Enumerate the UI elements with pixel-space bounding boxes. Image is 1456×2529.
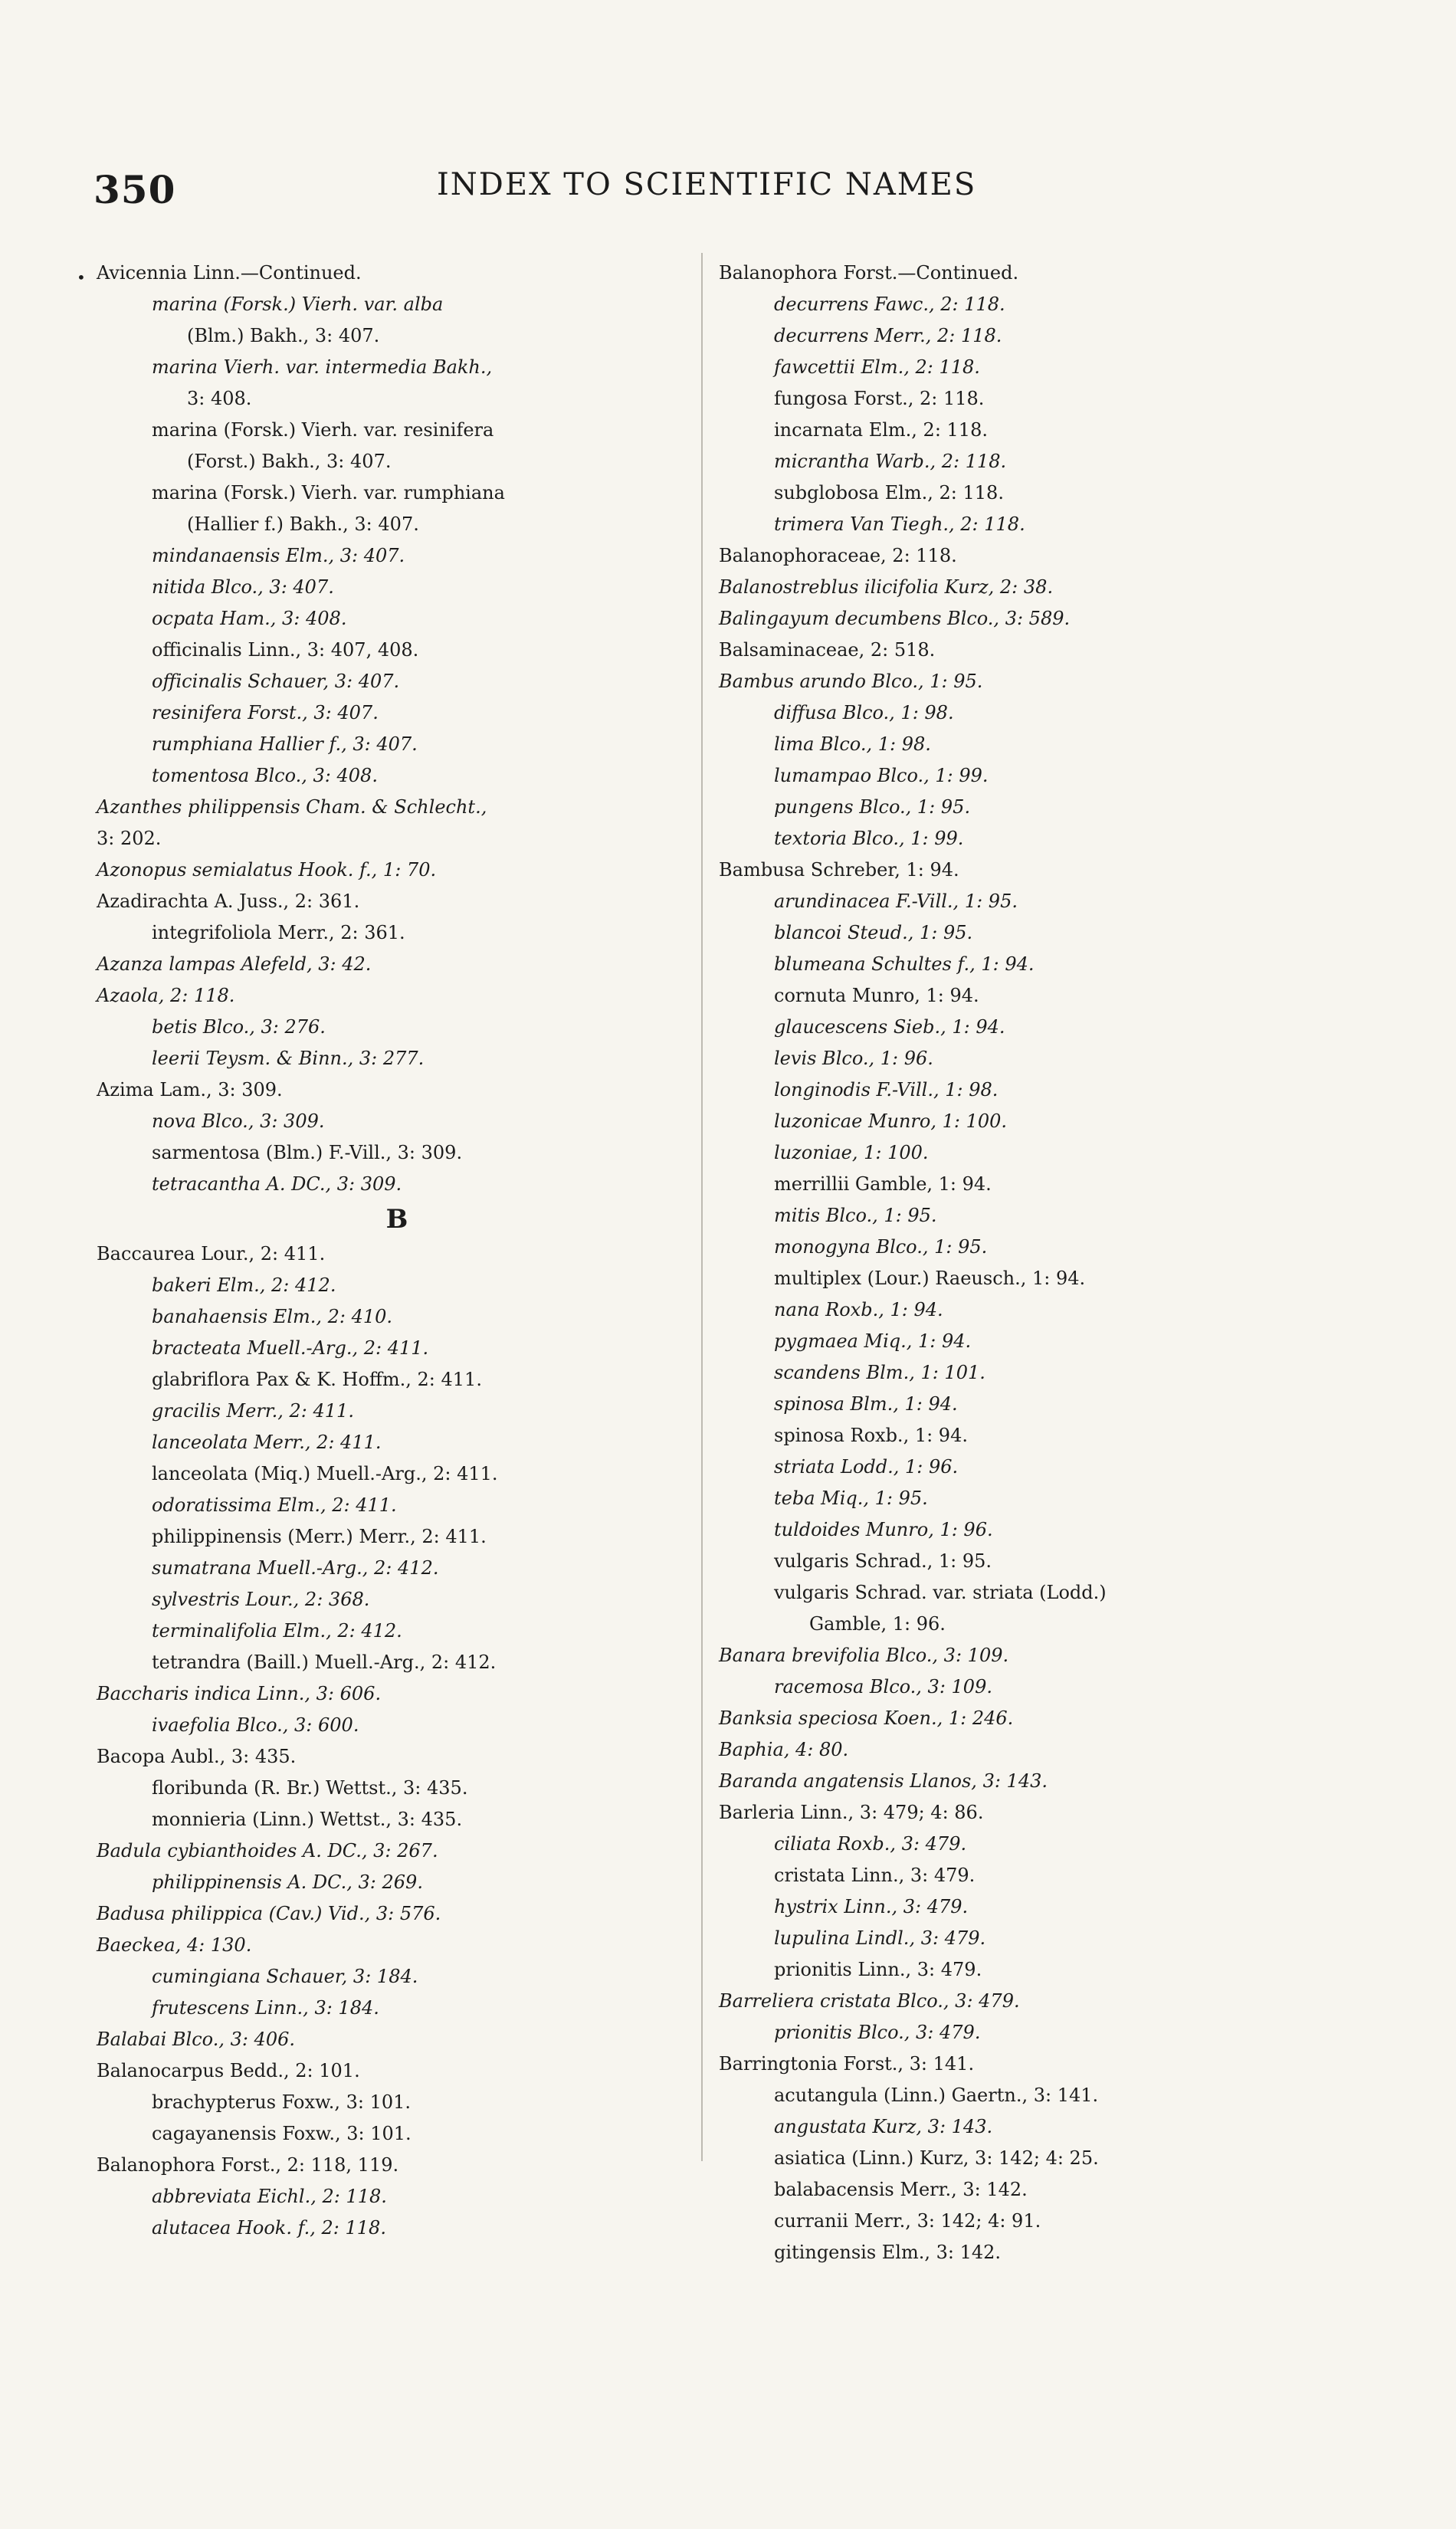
- index-continuation: (Blm.) Bakh., 3: 407.: [187, 325, 380, 346]
- index-subentry: racemosa Blco., 3: 109.: [774, 1676, 992, 1697]
- index-subentry: prionitis Blco., 3: 479.: [774, 2022, 981, 2043]
- index-subentry: brachypterus Foxw., 3: 101.: [152, 2091, 412, 2113]
- index-continuation: Gamble, 1: 96.: [809, 1613, 946, 1635]
- index-subentry: trimera Van Tiegh., 2: 118.: [774, 513, 1025, 535]
- index-subentry: tomentosa Blco., 3: 408.: [152, 765, 378, 786]
- index-entry: Badula cybianthoides A. DC., 3: 267.: [97, 1840, 438, 1861]
- index-entry: 3: 202.: [97, 828, 162, 849]
- index-subentry: leerii Teysm. & Binn., 3: 277.: [152, 1048, 425, 1069]
- index-subentry: balabacensis Merr., 3: 142.: [774, 2179, 1028, 2200]
- index-entry: Azanza lampas Alefeld, 3: 42.: [97, 953, 372, 975]
- index-subentry: cagayanensis Foxw., 3: 101.: [152, 2123, 412, 2144]
- index-subentry: acutangula (Linn.) Gaertn., 3: 141.: [774, 2085, 1099, 2106]
- index-entry: Azima Lam., 3: 309.: [97, 1079, 283, 1100]
- index-subentry: sylvestris Lour., 2: 368.: [152, 1589, 370, 1610]
- index-entry: Baccharis indica Linn., 3: 606.: [97, 1683, 382, 1704]
- index-subentry: luzonicae Munro, 1: 100.: [774, 1110, 1008, 1132]
- index-entry: Balanophora Forst.—Continued.: [719, 262, 1019, 284]
- index-subentry: incarnata Elm., 2: 118.: [774, 419, 988, 441]
- index-subentry: glabriflora Pax & K. Hoffm., 2: 411.: [152, 1369, 482, 1390]
- index-subentry: banahaensis Elm., 2: 410.: [152, 1306, 393, 1327]
- index-entry: Avicennia Linn.—Continued.: [97, 262, 362, 284]
- index-subentry: spinosa Roxb., 1: 94.: [774, 1425, 968, 1446]
- index-subentry: nova Blco., 3: 309.: [152, 1110, 325, 1132]
- index-subentry: nana Roxb., 1: 94.: [774, 1299, 943, 1320]
- index-subentry: lanceolata Merr., 2: 411.: [152, 1432, 382, 1453]
- index-entry: Banara brevifolia Blco., 3: 109.: [719, 1645, 1009, 1666]
- index-subentry: pungens Blco., 1: 95.: [774, 796, 971, 818]
- section-letter: B: [385, 1204, 408, 1235]
- index-subentry: arundinacea F.-Vill., 1: 95.: [774, 891, 1018, 912]
- index-subentry: textoria Blco., 1: 99.: [774, 828, 964, 849]
- page-header: [0, 0, 1456, 212]
- index-subentry: mindanaensis Elm., 3: 407.: [152, 545, 405, 566]
- index-subentry: ivaefolia Blco., 3: 600.: [152, 1714, 359, 1736]
- index-subentry: vulgaris Schrad., 1: 95.: [774, 1550, 992, 1572]
- index-entry: Azonopus semialatus Hook. f., 1: 70.: [97, 859, 437, 881]
- index-subentry: gitingensis Elm., 3: 142.: [774, 2242, 1002, 2263]
- index-entry: Balabai Blco., 3: 406.: [97, 2029, 295, 2050]
- left-column: [90, 257, 703, 2244]
- index-entry: Azanthes philippensis Cham. & Schlecht.,: [97, 796, 487, 818]
- index-subentry: curranii Merr., 3: 142; 4: 91.: [774, 2210, 1041, 2232]
- index-subentry: blumeana Schultes f., 1: 94.: [774, 953, 1035, 975]
- index-entry: Azadirachta A. Juss., 2: 361.: [97, 891, 360, 912]
- index-subentry: vulgaris Schrad. var. striata (Lodd.): [774, 1582, 1107, 1603]
- index-subentry: betis Blco., 3: 276.: [152, 1016, 326, 1038]
- index-subentry: scandens Blm., 1: 101.: [774, 1362, 985, 1383]
- index-subentry: officinalis Schauer, 3: 407.: [152, 671, 400, 692]
- index-subentry: ciliata Roxb., 3: 479.: [774, 1833, 967, 1855]
- index-subentry: marina (Forsk.) Vierh. var. alba: [152, 294, 444, 315]
- index-subentry: gracilis Merr., 2: 411.: [152, 1400, 354, 1422]
- index-entry: Barringtonia Forst., 3: 141.: [719, 2053, 975, 2075]
- index-subentry: bakeri Elm., 2: 412.: [152, 1274, 336, 1296]
- index-subentry: striata Lodd., 1: 96.: [774, 1456, 959, 1478]
- index-subentry: marina Vierh. var. intermedia Bakh.,: [152, 356, 493, 378]
- index-entry: Bacopa Aubl., 3: 435.: [97, 1746, 297, 1767]
- index-subentry: sumatrana Muell.-Arg., 2: 412.: [152, 1557, 439, 1579]
- index-subentry: teba Miq., 1: 95.: [774, 1488, 928, 1509]
- index-subentry: tetracantha A. DC., 3: 309.: [152, 1173, 402, 1195]
- running-head: INDEX TO SCIENTIFIC NAMES: [437, 167, 977, 202]
- index-entry: Balingayum decumbens Blco., 3: 589.: [719, 608, 1071, 629]
- index-subentry: marina (Forsk.) Vierh. var. rumphiana: [152, 482, 505, 504]
- index-subentry: angustata Kurz, 3: 143.: [774, 2116, 993, 2137]
- index-subentry: philippinensis (Merr.) Merr., 2: 411.: [152, 1526, 487, 1547]
- index-continuation: (Hallier f.) Bakh., 3: 407.: [187, 513, 419, 535]
- index-entry: Barreliera cristata Blco., 3: 479.: [719, 1990, 1020, 2012]
- index-subentry: sarmentosa (Blm.) F.-Vill., 3: 309.: [152, 1142, 463, 1163]
- index-entry: Balanophora Forst., 2: 118, 119.: [97, 2154, 399, 2176]
- right-column: [713, 257, 1379, 2268]
- index-subentry: abbreviata Eichl., 2: 118.: [152, 2186, 387, 2207]
- index-subentry: marina (Forsk.) Vierh. var. resinifera: [152, 419, 494, 441]
- index-entry: Balanophoraceae, 2: 118.: [719, 545, 957, 566]
- index-entry: Baccaurea Lour., 2: 411.: [97, 1243, 326, 1264]
- index-subentry: lima Blco., 1: 98.: [774, 733, 931, 755]
- page-number: 350: [93, 167, 176, 212]
- index-subentry: alutacea Hook. f., 2: 118.: [152, 2217, 386, 2239]
- index-subentry: frutescens Linn., 3: 184.: [152, 1997, 379, 2019]
- index-subentry: levis Blco., 1: 96.: [774, 1048, 933, 1069]
- index-continuation: (Forst.) Bakh., 3: 407.: [187, 451, 392, 472]
- index-subentry: terminalifolia Elm., 2: 412.: [152, 1620, 402, 1642]
- index-entry: Baranda angatensis Llanos, 3: 143.: [719, 1770, 1048, 1792]
- index-entry: Balanocarpus Bedd., 2: 101.: [97, 2060, 360, 2081]
- index-subentry: tetrandra (Baill.) Muell.-Arg., 2: 412.: [152, 1652, 497, 1673]
- index-subentry: philippinensis A. DC., 3: 269.: [152, 1871, 423, 1893]
- index-subentry: cristata Linn., 3: 479.: [774, 1865, 976, 1886]
- index-subentry: hystrix Linn., 3: 479.: [774, 1896, 969, 1917]
- index-subentry: multiplex (Lour.) Raeusch., 1: 94.: [774, 1268, 1086, 1289]
- index-continuation: 3: 408.: [187, 388, 252, 409]
- index-entry: Barleria Linn., 3: 479; 4: 86.: [719, 1802, 984, 1823]
- index-subentry: pygmaea Miq., 1: 94.: [774, 1330, 972, 1352]
- index-subentry: lupulina Lindl., 3: 479.: [774, 1927, 986, 1949]
- index-subentry: cornuta Munro, 1: 94.: [774, 985, 979, 1006]
- index-subentry: subglobosa Elm., 2: 118.: [774, 482, 1004, 504]
- index-subentry: decurrens Fawc., 2: 118.: [774, 294, 1005, 315]
- index-subentry: merrillii Gamble, 1: 94.: [774, 1173, 992, 1195]
- index-subentry: luzoniae, 1: 100.: [774, 1142, 929, 1163]
- index-subentry: monnieria (Linn.) Wettst., 3: 435.: [152, 1809, 463, 1830]
- index-entry: Baphia, 4: 80.: [719, 1739, 849, 1760]
- index-subentry: odoratissima Elm., 2: 411.: [152, 1494, 397, 1516]
- index-entry: Bambusa Schreber, 1: 94.: [719, 859, 959, 881]
- index-entry: Bambus arundo Blco., 1: 95.: [719, 671, 983, 692]
- index-subentry: mitis Blco., 1: 95.: [774, 1205, 937, 1226]
- index-subentry: officinalis Linn., 3: 407, 408.: [152, 639, 419, 661]
- index-subentry: rumphiana Hallier f., 3: 407.: [152, 733, 418, 755]
- index-subentry: longinodis F.-Vill., 1: 98.: [774, 1079, 999, 1100]
- index-subentry: glaucescens Sieb., 1: 94.: [774, 1016, 1005, 1038]
- index-subentry: resinifera Forst., 3: 407.: [152, 702, 379, 723]
- index-subentry: tuldoides Munro, 1: 96.: [774, 1519, 993, 1540]
- index-subentry: fungosa Forst., 2: 118.: [774, 388, 985, 409]
- index-subentry: bracteata Muell.-Arg., 2: 411.: [152, 1337, 429, 1359]
- index-subentry: fawcettii Elm., 2: 118.: [774, 356, 980, 378]
- index-subentry: blancoi Steud., 1: 95.: [774, 922, 973, 943]
- index-entry: Balsaminaceae, 2: 518.: [719, 639, 936, 661]
- index-entry: Azaola, 2: 118.: [97, 985, 235, 1006]
- index-subentry: integrifoliola Merr., 2: 361.: [152, 922, 405, 943]
- index-subentry: monogyna Blco., 1: 95.: [774, 1236, 988, 1258]
- index-subentry: decurrens Merr., 2: 118.: [774, 325, 1002, 346]
- index-subentry: diffusa Blco., 1: 98.: [774, 702, 954, 723]
- index-subentry: ocpata Ham., 3: 408.: [152, 608, 347, 629]
- index-subentry: spinosa Blm., 1: 94.: [774, 1393, 958, 1415]
- index-subentry: lumampao Blco., 1: 99.: [774, 765, 989, 786]
- index-subentry: micrantha Warb., 2: 118.: [774, 451, 1007, 472]
- margin-bullet: •: [77, 268, 86, 287]
- index-subentry: floribunda (R. Br.) Wettst., 3: 435.: [152, 1777, 468, 1799]
- index-entry: Badusa philippica (Cav.) Vid., 3: 576.: [97, 1903, 441, 1924]
- index-subentry: cumingiana Schauer, 3: 184.: [152, 1966, 418, 1987]
- index-subentry: prionitis Linn., 3: 479.: [774, 1959, 982, 1980]
- index-entry: Balanostreblus ilicifolia Kurz, 2: 38.: [719, 576, 1054, 598]
- index-entry: Baeckea, 4: 130.: [97, 1934, 252, 1956]
- index-subentry: lanceolata (Miq.) Muell.-Arg., 2: 411.: [152, 1463, 498, 1484]
- index-subentry: asiatica (Linn.) Kurz, 3: 142; 4: 25.: [774, 2147, 1099, 2169]
- index-subentry: nitida Blco., 3: 407.: [152, 576, 334, 598]
- index-entry: Banksia speciosa Koen., 1: 246.: [719, 1707, 1014, 1729]
